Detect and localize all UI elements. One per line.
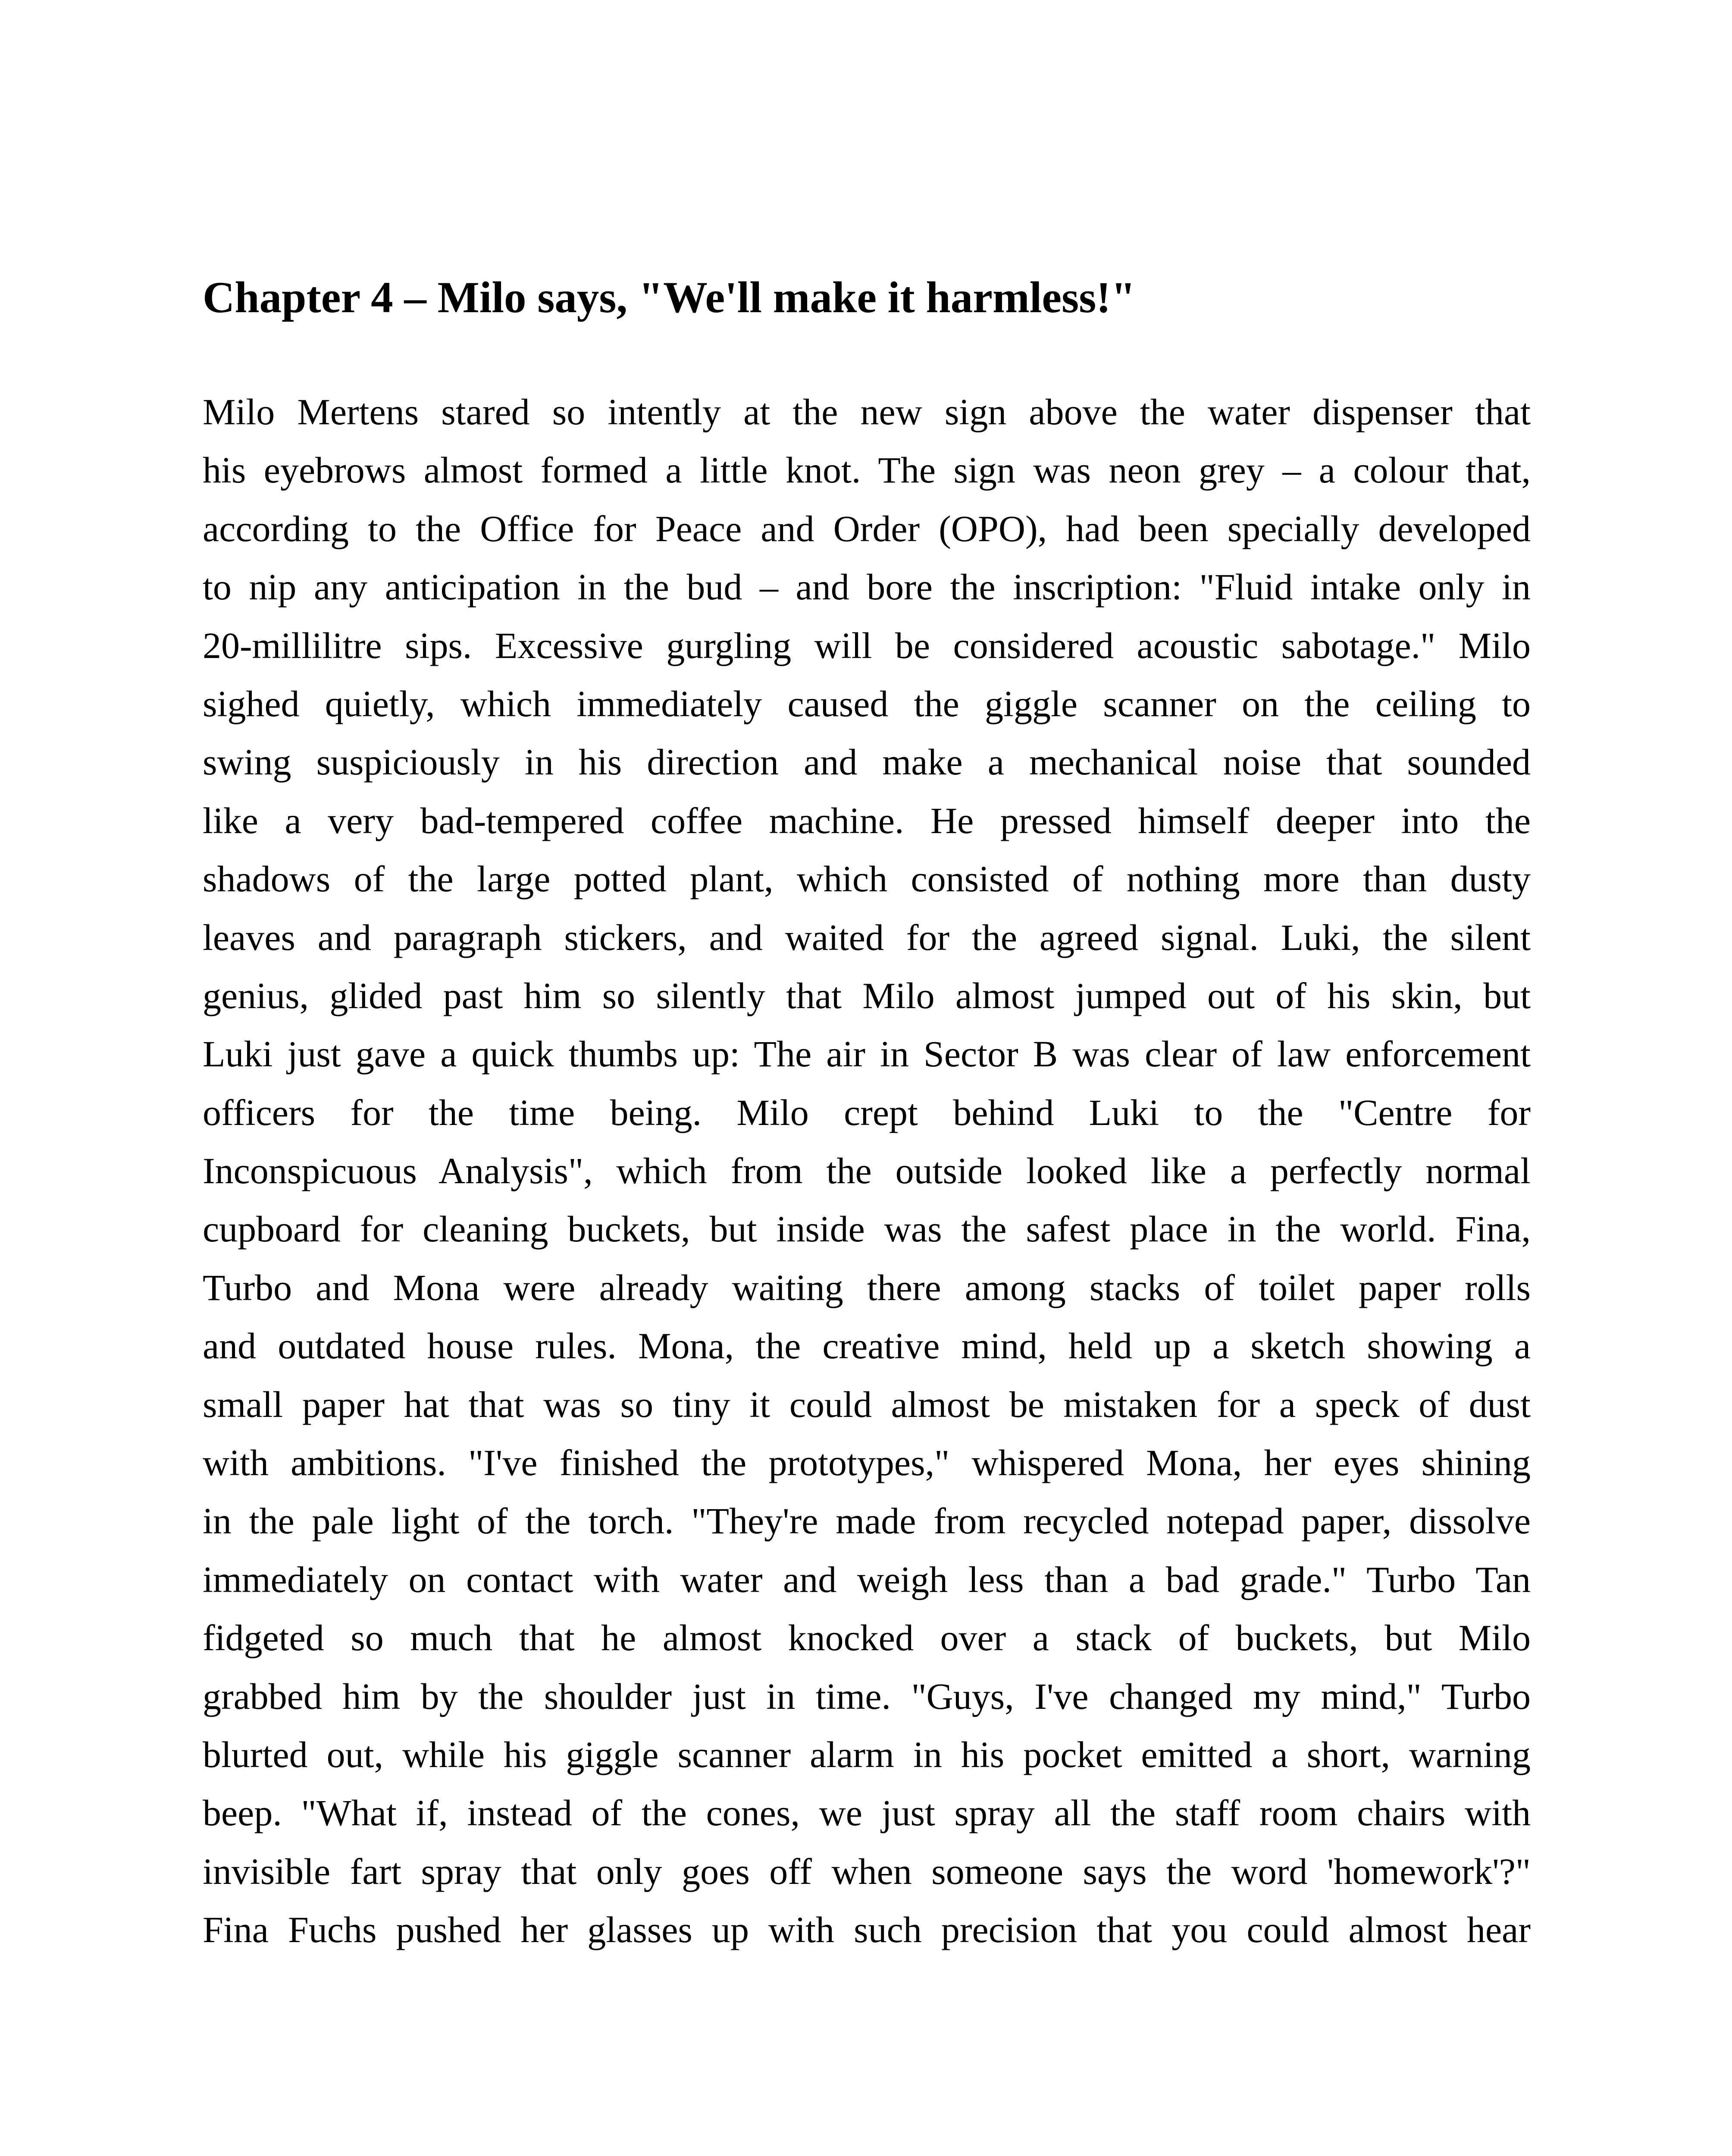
text-line: 20-millilitre sips. Excessive gurgling will be considered acoustic sabotage." Milo (203, 624, 1531, 666)
text-line: swing suspiciously in his direction and make a mechanical noise that sounded (203, 741, 1531, 783)
text-line: Milo Mertens stared so intently at the new sign above the water dispenser that (203, 391, 1531, 432)
text-line: in the pale light of the torch. "They're made from recycled notepad paper, dissolve (203, 1500, 1531, 1542)
text-line: like a very bad-tempered coffee machine. He pressed himself deeper into the (203, 799, 1531, 841)
text-line: sighed quietly, which immediately caused the giggle scanner on the ceiling to (203, 683, 1531, 724)
text-line: leaves and paragraph stickers, and waited for the agreed signal. Luki, the silent (203, 916, 1531, 958)
text-line: shadows of the large potted plant, which consisted of nothing more than dusty (203, 858, 1531, 900)
text-line: according to the Office for Peace and Order (OPO), had been specially developed (203, 508, 1531, 549)
text-line: cupboard for cleaning buckets, but inside was the safest place in the world. Fina, (203, 1208, 1531, 1250)
text-line: and outdated house rules. Mona, the creative mind, held up a sketch showing a (203, 1325, 1531, 1367)
text-line: grabbed him by the shoulder just in time. "Guys, I've changed my mind," Turbo (203, 1675, 1531, 1717)
text-line: Fina Fuchs pushed her glasses up with such precision that you could almost hear (203, 1909, 1531, 1951)
body-text (203, 383, 1531, 1959)
text-line: Inconspicuous Analysis", which from the outside looked like a perfectly normal (203, 1150, 1531, 1192)
text-line: Turbo and Mona were already waiting there among stacks of toilet paper rolls (203, 1266, 1531, 1308)
text-line: small paper hat that was so tiny it could almost be mistaken for a speck of dust (203, 1383, 1531, 1425)
text-line: blurted out, while his giggle scanner alarm in his pocket emitted a short, warning (203, 1733, 1531, 1775)
text-line: Luki just gave a quick thumbs up: The air in Sector B was clear of law enforcement (203, 1033, 1531, 1075)
text-line: with ambitions. "I've finished the prototypes," whispered Mona, her eyes shining (203, 1442, 1531, 1484)
text-line: to nip any anticipation in the bud – and bore the inscription: "Fluid intake only in (203, 566, 1531, 608)
text-line: immediately on contact with water and weigh less than a bad grade." Turbo Tan (203, 1558, 1531, 1600)
text-line: invisible fart spray that only goes off when someone says the word 'homework'?" (203, 1850, 1531, 1892)
text-line: beep. "What if, instead of the cones, we just spray all the staff room chairs with (203, 1792, 1531, 1834)
text-line: genius, glided past him so silently that Milo almost jumped out of his skin, but (203, 975, 1531, 1016)
text-line: his eyebrows almost formed a little knot. The sign was neon grey – a colour that, (203, 449, 1531, 491)
chapter-title: Chapter 4 – Milo says, "We'll make it harmless!" (203, 273, 1136, 322)
text-line: fidgeted so much that he almost knocked over a stack of buckets, but Milo (203, 1617, 1531, 1659)
text-line: officers for the time being. Milo crept behind Luki to the "Centre for (203, 1091, 1531, 1133)
